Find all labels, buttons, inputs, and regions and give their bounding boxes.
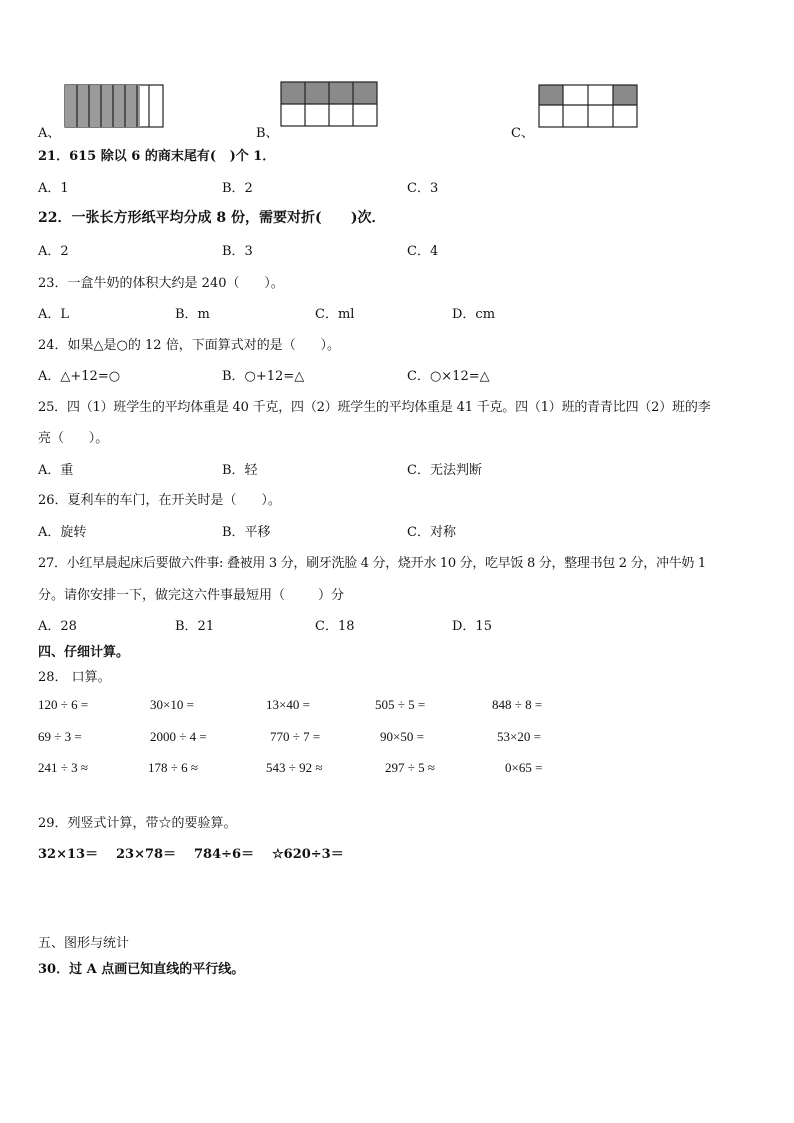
question-28-stem: 28． 口算。 <box>38 670 111 685</box>
q29-item-3: 784÷6＝ <box>194 847 255 862</box>
question-25-stem-line2: 亮（ ）。 <box>38 431 109 446</box>
question-27-stem-line2: 分。请你安排一下，做完这六件事最短用（ ）分 <box>38 588 345 603</box>
q29-item-1: 32×13＝ <box>38 847 99 862</box>
section-4-heading: 四、仔细计算。 <box>38 645 130 660</box>
question-29-stem: 29．列竖式计算，带☆的要验算。 <box>38 816 237 831</box>
q28-item-r2c4: 90×50 = <box>380 729 424 744</box>
question-27-option-d[interactable]: D．15 <box>452 619 492 634</box>
q20-option-a-label: A、 <box>38 126 61 141</box>
question-25-option-c[interactable]: C．无法判断 <box>407 463 482 478</box>
q29-item-2: 23×78＝ <box>116 847 177 862</box>
question-26-stem: 26．夏利车的车门，在开关时是（ ）。 <box>38 493 281 508</box>
question-24-option-c[interactable]: C．○×12=△ <box>407 369 490 384</box>
q20-figure-c <box>538 84 638 128</box>
question-24-option-a[interactable]: A．△+12=○ <box>38 369 121 384</box>
question-23-option-d[interactable]: D．cm <box>452 307 496 322</box>
question-25-option-b[interactable]: B．轻 <box>222 463 258 478</box>
question-27-option-b[interactable]: B．21 <box>175 619 215 634</box>
question-23-option-b[interactable]: B．m <box>175 307 210 322</box>
q28-item-r2c1: 69 ÷ 3 = <box>38 729 82 744</box>
q20-figure-b <box>280 81 378 127</box>
question-21-option-a[interactable]: A．1 <box>38 181 69 196</box>
question-21-stem: 21．615 除以 6 的商末尾有( )个 1． <box>38 149 276 164</box>
question-27-option-c[interactable]: C．18 <box>315 619 355 634</box>
question-21-option-c[interactable]: C．3 <box>407 181 439 196</box>
question-23-option-c[interactable]: C．ml <box>315 307 355 322</box>
question-21-option-b[interactable]: B．2 <box>222 181 253 196</box>
q28-item-r1c4: 505 ÷ 5 = <box>375 697 426 712</box>
q28-item-r1c5: 848 ÷ 8 = <box>492 697 543 712</box>
question-27-option-a[interactable]: A．28 <box>38 619 77 634</box>
section-5-heading: 五、图形与统计 <box>38 936 130 951</box>
question-27-stem-line1: 27．小红早晨起床后要做六件事: 叠被用 3 分，刷牙洗脸 4 分，烧开水 10 分，吃早饭 8 分，整理书包 2 分，冲牛奶 1 <box>38 556 706 571</box>
q28-item-r3c2: 178 ÷ 6 ≈ <box>148 760 199 775</box>
question-26-option-c[interactable]: C．对称 <box>407 525 456 540</box>
question-24-option-b[interactable]: B．○+12=△ <box>222 369 305 384</box>
q20-option-c-label: C、 <box>511 126 534 141</box>
q28-item-r3c4: 297 ÷ 5 ≈ <box>385 760 436 775</box>
question-23-option-a[interactable]: A．L <box>38 307 70 322</box>
question-26-option-a[interactable]: A．旋转 <box>38 525 87 540</box>
question-22-option-a[interactable]: A．2 <box>38 244 69 259</box>
question-24-stem: 24．如果△是○的 12 倍，下面算式对的是（ ）。 <box>38 338 340 353</box>
question-25-stem-line1: 25．四（1）班学生的平均体重是 40 千克，四（2）班学生的平均体重是 41 千克。四（1）班的青青比四（2）班的李 <box>38 400 711 415</box>
q28-item-r1c1: 120 ÷ 6 = <box>38 697 89 712</box>
q28-item-r2c3: 770 ÷ 7 = <box>270 729 321 744</box>
question-25-option-a[interactable]: A．重 <box>38 463 74 478</box>
q20-option-b-label: B、 <box>256 126 279 141</box>
q28-item-r3c3: 543 ÷ 92 ≈ <box>266 760 323 775</box>
question-22-stem: 22．一张长方形纸平均分成 8 份，需要对折( )次． <box>38 210 386 226</box>
question-22-option-b[interactable]: B．3 <box>222 244 253 259</box>
q28-item-r3c1: 241 ÷ 3 ≈ <box>38 760 89 775</box>
q28-item-r1c2: 30×10 = <box>150 697 194 712</box>
q28-item-r2c5: 53×20 = <box>497 729 541 744</box>
question-22-option-c[interactable]: C．4 <box>407 244 439 259</box>
q28-item-r3c5: 0×65 = <box>505 760 543 775</box>
q29-item-4: ☆620÷3＝ <box>272 847 344 862</box>
q20-figure-a <box>64 84 164 128</box>
question-26-option-b[interactable]: B．平移 <box>222 525 271 540</box>
question-30-stem: 30．过 A 点画已知直线的平行线。 <box>38 962 245 977</box>
q28-item-r1c3: 13×40 = <box>266 697 310 712</box>
q28-item-r2c2: 2000 ÷ 4 = <box>150 729 207 744</box>
question-23-stem: 23．一盒牛奶的体积大约是 240（ ）。 <box>38 276 284 291</box>
